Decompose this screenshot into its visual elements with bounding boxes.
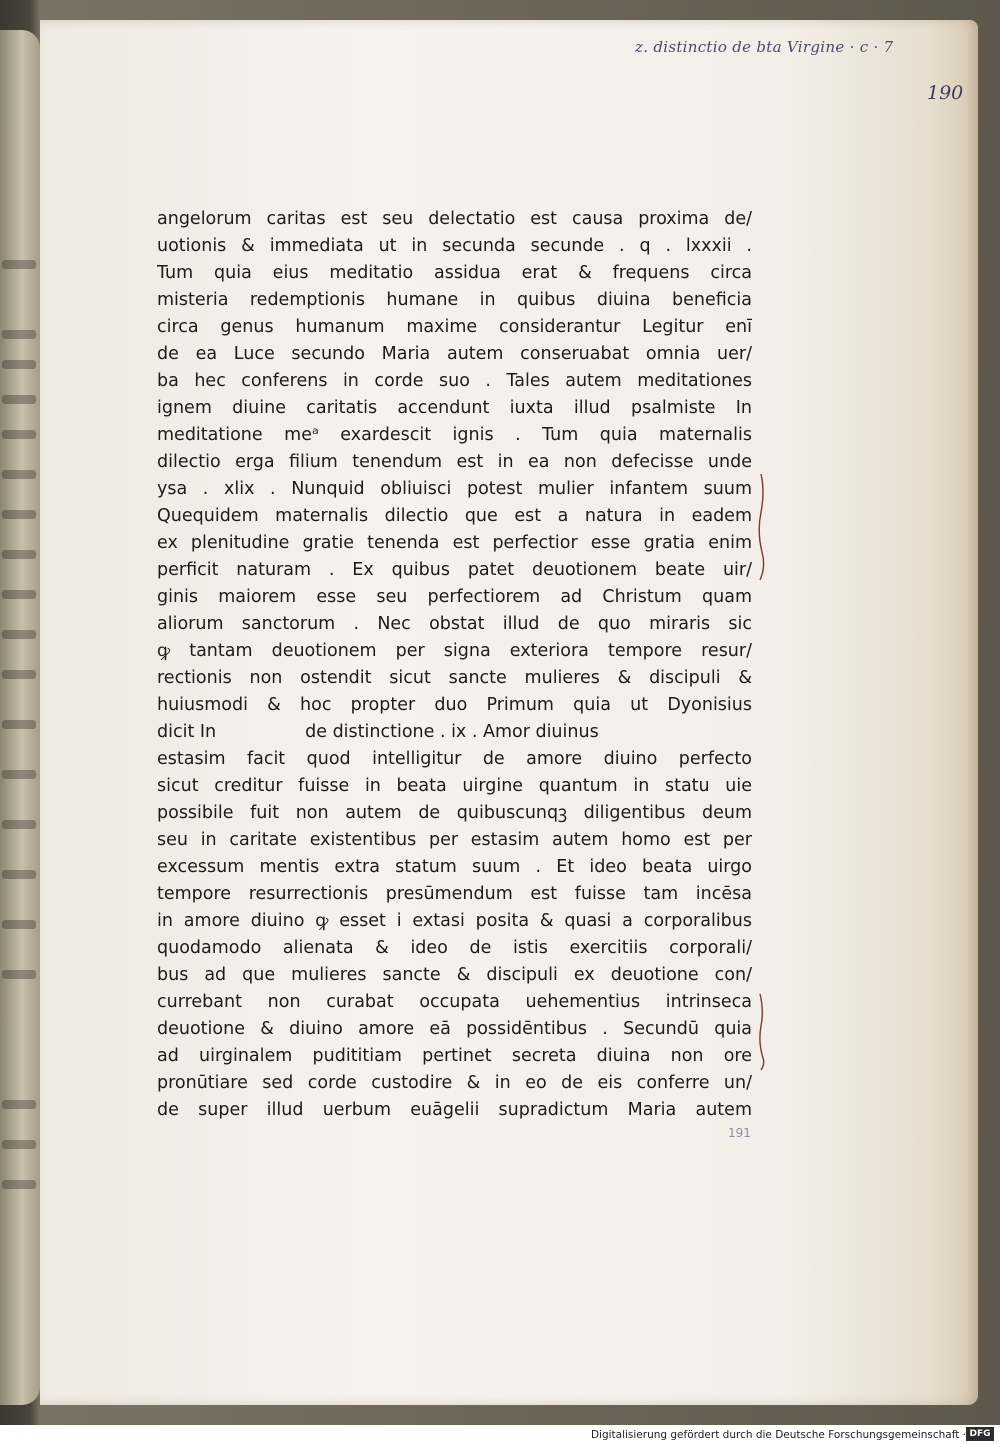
text-line: perficit naturam . Ex quibus patet deuotionem beate uir/ (157, 560, 752, 580)
text-line: meditatione meᵃ exardescit ignis . Tum quia maternalis (157, 425, 752, 445)
funding-note: Digitalisierung gefördert durch die Deutsche Forschungsgemeinschaft · (590, 1429, 966, 1441)
text-line: Tum quia eius meditatio assidua erat & frequens circa (157, 263, 752, 283)
text-line: pronūtiare sed corde custodire & in eo de eis conferre un/ (157, 1073, 752, 1093)
text-line: aliorum sanctorum . Nec obstat illud de quo miraris sic (157, 614, 752, 634)
text-line: currebant non curabat occupata uehementius intrinseca (157, 992, 752, 1012)
text-line: ba hec conferens in corde suo . Tales autem meditationes (157, 371, 752, 391)
text-line: ysa . xlix . Nunquid obliuisci potest mulier infantem suum (157, 479, 752, 499)
text-line: dicit In de distinctione . ix . Amor diuinus (157, 722, 599, 742)
text-line: bus ad que mulieres sancte & discipuli ex deuotione con/ (157, 965, 752, 985)
text-line: in amore diuino ꝙ esset i extasi posita & quasi a corporalibus (157, 911, 752, 931)
pencil-number: 191 (728, 1126, 751, 1140)
text-line: possibile fuit non autem de quibuscunqꝫ diligentibus deum (157, 803, 752, 823)
text-line: tempore resurrectionis presūmendum est fuisse tam incēsa (157, 884, 752, 904)
left-page-edge (0, 30, 40, 1405)
text-line: ginis maiorem esse seu perfectiorem ad Christum quam (157, 587, 752, 607)
text-line: estasim facit quod intelligitur de amore diuino perfecto (157, 749, 752, 769)
dfg-logo: DFG (966, 1427, 994, 1441)
margin-bracket-mark (755, 472, 769, 587)
text-line: ad uirginalem pudititiam pertinet secreta diuina non ore (157, 1046, 752, 1066)
text-line: sicut creditur fuisse in beata uirgine quantum in statu uie (157, 776, 752, 796)
text-line: ꝙ tantam deuotionem per signa exteriora tempore resur/ (157, 641, 752, 661)
text-line: quodamodo alienata & ideo de istis exercitiis corporali/ (157, 938, 752, 958)
text-line: uotionis & immediata ut in secunda secunde . q . lxxxii . (157, 236, 752, 256)
text-line: de super illud uerbum euāgelii supradictum Maria autem (157, 1100, 752, 1120)
top-annotation: z. distinctio de bta Virgine · c · 7 (635, 38, 894, 56)
text-line: Quequidem maternalis dilectio que est a natura in eadem (157, 506, 752, 526)
text-line: angelorum caritas est seu delectatio est causa proxima de/ (157, 209, 752, 229)
text-line: circa genus humanum maxime considerantur Legitur enī (157, 317, 752, 337)
text-block (157, 207, 752, 1127)
text-line: huiusmodi & hoc propter duo Primum quia ut Dyonisius (157, 695, 752, 715)
text-line: excessum mentis extra statum suum . Et ideo beata uirgo (157, 857, 752, 877)
manuscript-page (40, 20, 978, 1405)
folio-number: 190 (927, 82, 964, 104)
text-line: misteria redemptionis humane in quibus diuina beneficia (157, 290, 752, 310)
text-line: deuotione & diuino amore eā possidēntibus . Secundū quia (157, 1019, 752, 1039)
text-line: dilectio erga filium tenendum est in ea non defecisse unde (157, 452, 752, 472)
text-line: rectionis non ostendit sicut sancte mulieres & discipuli & (157, 668, 752, 688)
text-line: seu in caritate existentibus per estasim autem homo est per (157, 830, 752, 850)
text-line: de ea Luce secundo Maria autem conseruabat omnia uer/ (157, 344, 752, 364)
text-line: ex plenitudine gratie tenenda est perfectior esse gratia enim (157, 533, 752, 553)
text-line: ignem diuine caritatis accendunt iuxta illud psalmiste In (157, 398, 752, 418)
margin-bracket-mark (755, 992, 769, 1077)
